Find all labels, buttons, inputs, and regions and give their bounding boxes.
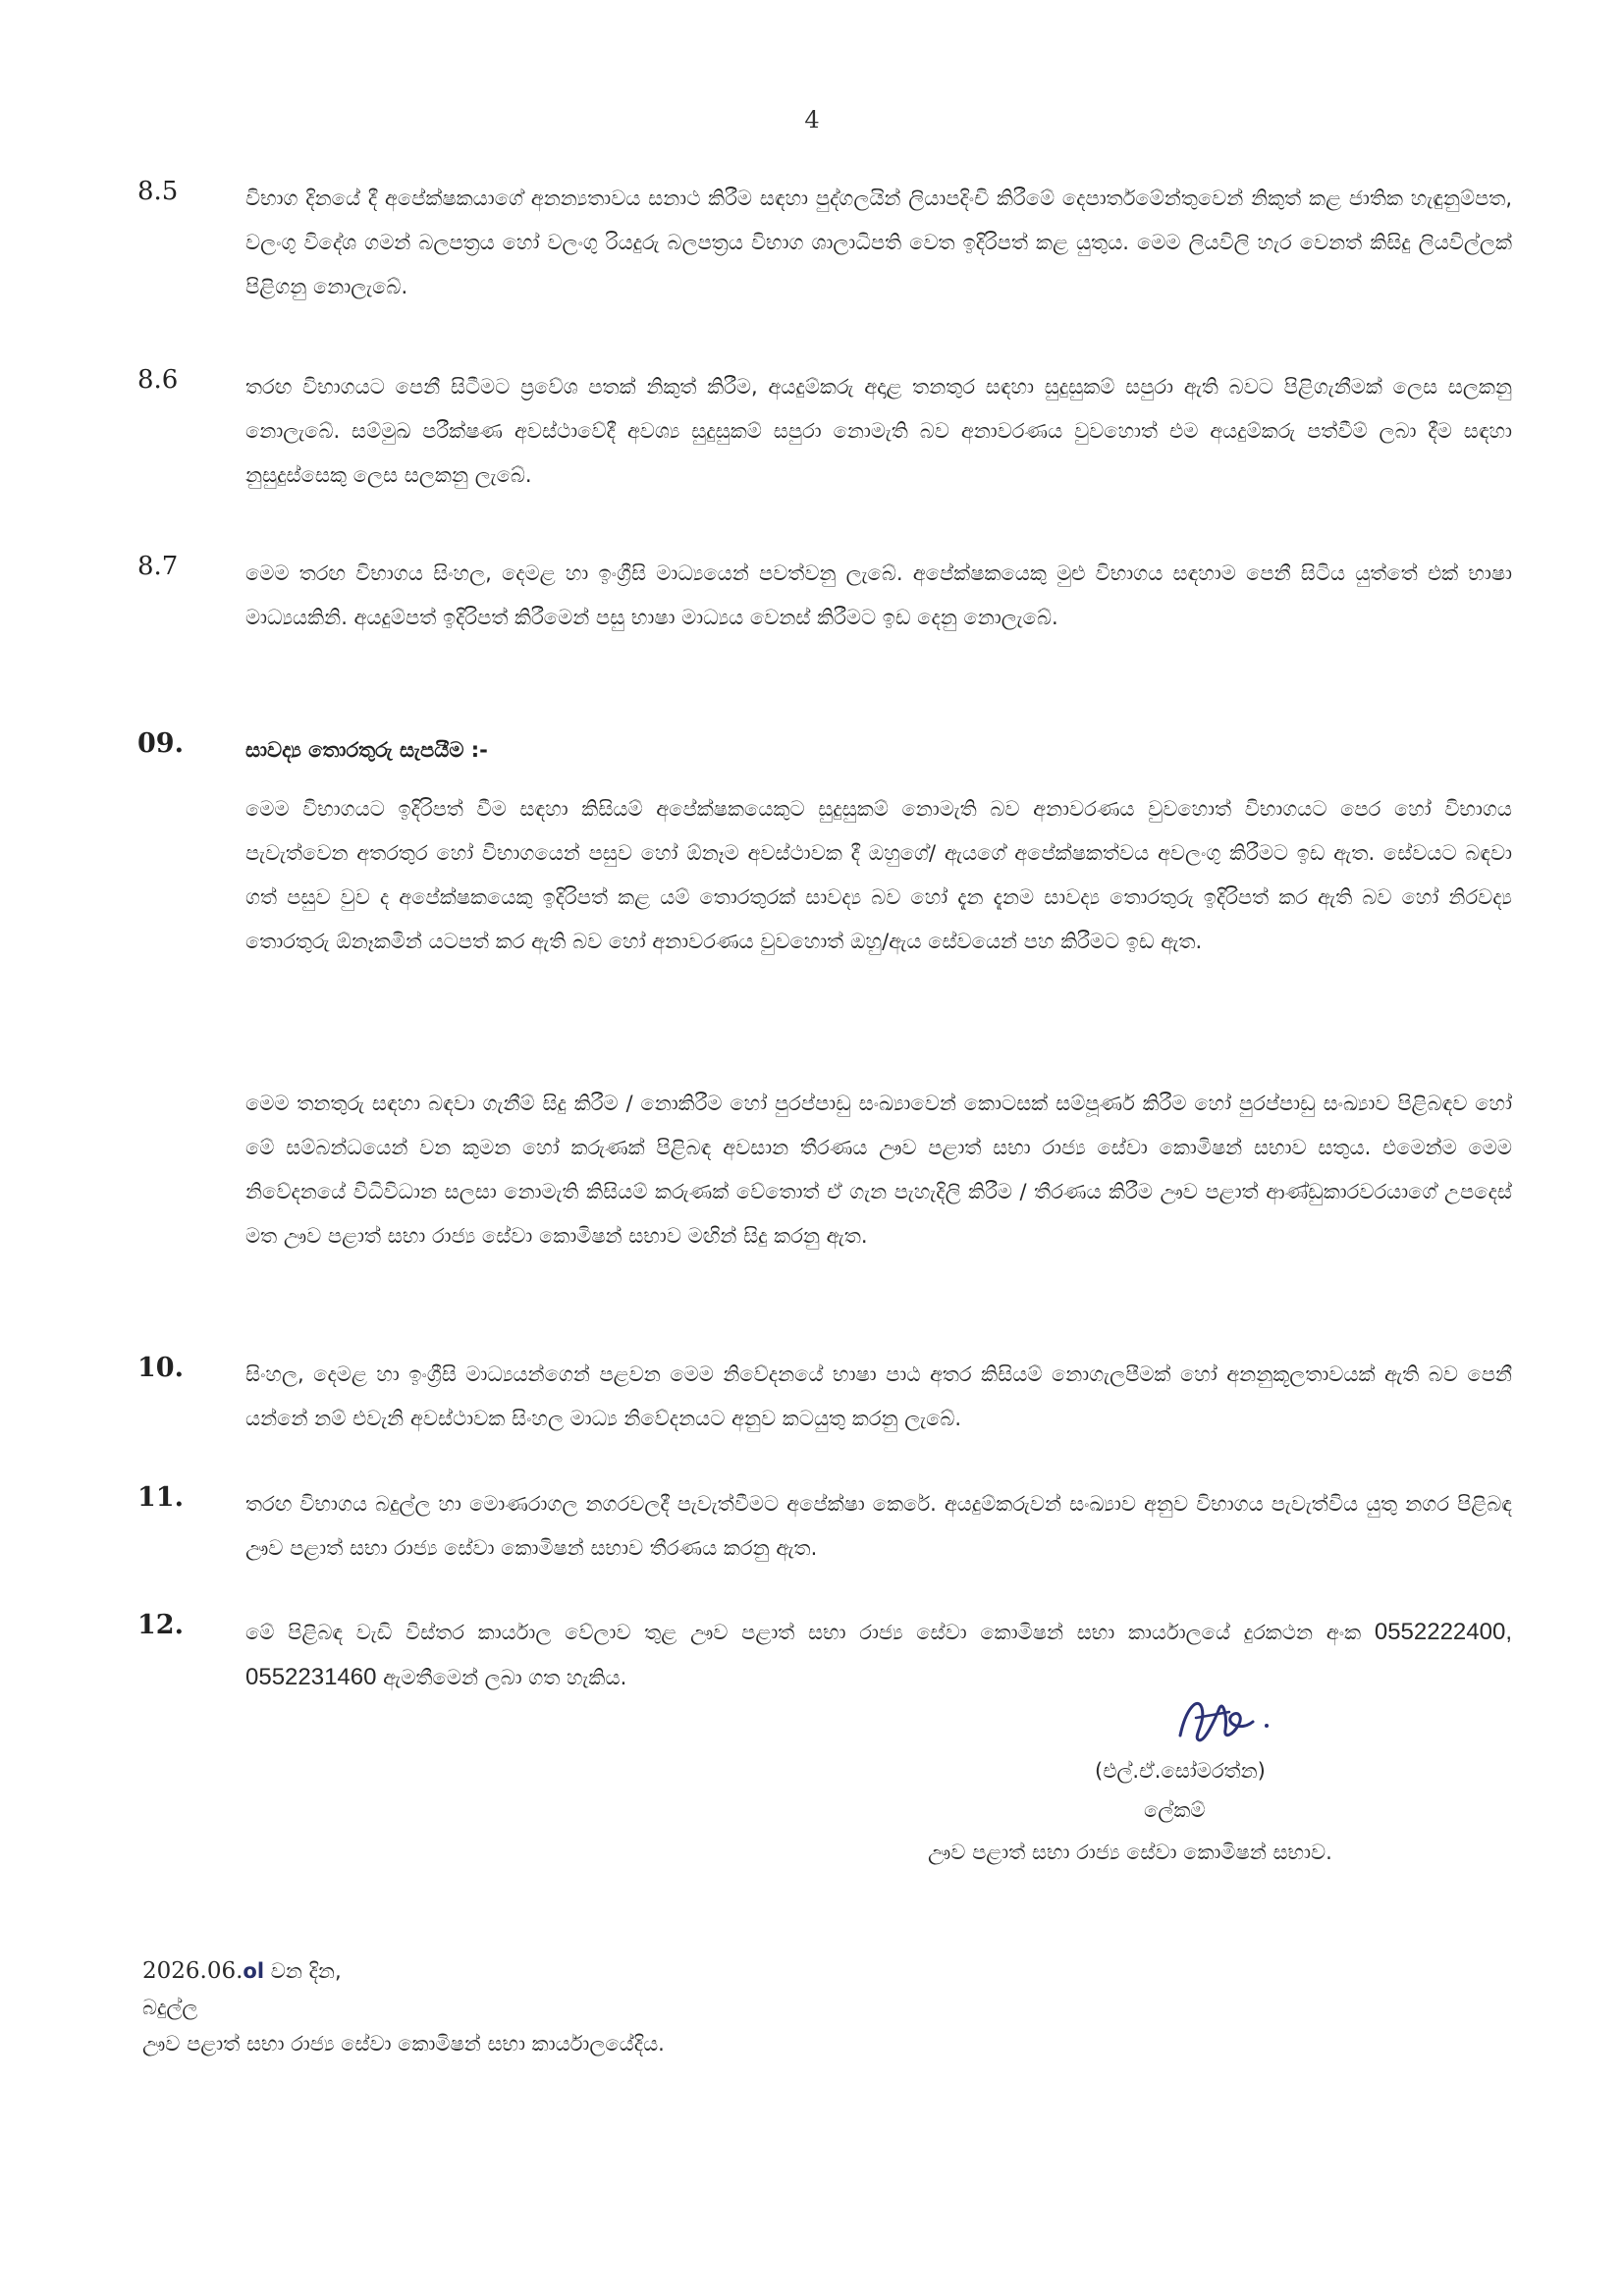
page-number: 4	[804, 106, 820, 133]
contact-text-after: ඇමතීමෙන් ලබා ගත හැකිය.	[376, 1666, 627, 1689]
section-number: 12.	[137, 1610, 184, 1640]
document-footer	[142, 1953, 1321, 2062]
issue-place: බදුල්ල	[142, 1996, 198, 2019]
section-09-paragraph-2: මෙම තනතුරු සඳහා බඳවා ගැනීම් සිදු කිරීම / නොකිරීම හෝ පුරප්පාඩු සංඛ්‍යාවෙන් කොටසක් සම්පූර්ණ කිරීම හෝ පුරප්පාඩු සංඛ්‍යාව පිළිබඳව හෝ මේ සම්බන්ධයෙන් වන කුමන හෝ කරුණක් පිළිබඳ අවසාන තීරණය ඌව පළාත් සභා රාජ්‍ය සේවා කොමිෂන් සභාව සතුය. එමෙන්ම මෙම නිවේදනයේ විධිවිධාන සලසා නොමැති කිසියම් කරුණක් වේතොත් ඒ ගැන පැහැදිලි කිරීම / තීරණය කිරීම ඌව පළාත් ආණ්ඩුකාරවරයාගේ උපදෙස් මත ඌව පළාත් සභා රාජ්‍ය සේවා කොමිෂන් සභාව මඟින් සිදු කරනු ඇත.	[245, 1092, 1512, 1248]
date-handwritten: ol	[243, 1959, 265, 1983]
section-text: විභාග දිනයේ දී අපේක්ෂකයාගේ අනන්‍යතාවය සනාථ කිරීම සඳහා පුද්ගලයින් ලියාපදිංචි කිරීමේ දෙපාර්තමේන්තුවෙන් නිකුත් කළ ජාතික හැඳුනුම්පත, වලංගු විදේශ ගමන් බලපත්‍රය හෝ වලංගු රියදුරු බලපත්‍රය විභාග ශාලාධිපති වෙත ඉදිරිපත් කළ යුතුය. මෙම ලියවිලි හැර වෙනත් කිසිදු ලියවිල්ලක් පිළිගනු නොලැබේ.	[245, 187, 1512, 298]
section-number: 10.	[137, 1353, 184, 1383]
signature-block	[923, 1679, 1532, 1904]
issuing-office: ඌව පළාත් සභා රාජ්‍ය සේවා කොමිෂන් සභා කාර්යාලයේදිය.	[142, 2032, 665, 2056]
signatory-name: (එල්.ඒ.සෝමරත්න)	[1095, 1759, 1266, 1783]
contact-text-before: මේ පිළිබඳ වැඩි විස්තර කාර්යාල වේලාව තුළ ඌව පළාත් සභා රාජ්‍ය සේවා කොමිෂන් සභා කාර්යාලයේ දුරකථන අංක	[245, 1621, 1375, 1644]
handwritten-signature	[1168, 1679, 1276, 1757]
section-text: තරඟ විභාගය බදුල්ල හා මොණරාගල නගරවලදී පැවැත්වීමට අපේක්ෂා කෙරේ. අයදුම්කරුවන් සංඛ්‍යාව අනුව විභාගය පැවැත්විය යුතු නගර පිළිබඳ ඌව පළාත් සභා රාජ්‍ය සේවා කොමිෂන් සභාව තීරණය කරනු ඇත.	[245, 1492, 1512, 1560]
section-number: 8.6	[137, 365, 179, 395]
signatory-organization: ඌව පළාත් සභා රාජ්‍ය සේවා කොමිෂන් සභාව.	[928, 1841, 1332, 1864]
section-09-paragraph-1: මෙම විභාගයට ඉදිරිපත් වීම සඳහා කිසියම් අපේක්ෂකයෙකුට සුදුසුකම් නොමැති බව අනාවරණය වුවහොත් විභාගයට පෙර හෝ විභාගය පැවැත්වෙන අතරතුර හෝ විභාගයෙන් පසුව හෝ ඕනෑම අවස්ථාවක දී ඔහුගේ/ ඇයගේ අපේක්ෂකත්වය අවලංගු කිරීමට ඉඩ ඇත. සේවයට බඳවා ගත් පසුව වුව ද අපේක්ෂකයෙකු ඉදිරිපත් කළ යම් තොරතුරක් සාවද්‍ය බව හෝ දැන දැනම සාවද්‍ය තොරතුරු ඉදිරිපත් කර ඇති බව හෝ නිරවද්‍ය තොරතුරු ඕනෑකමින් යටපත් කර ඇති බව හෝ අනාවරණය වුවහොත් ඔහු/ඇය සේවයෙන් පහ කිරීමට ඉඩ ඇත.	[245, 797, 1512, 953]
section-number: 8.7	[137, 552, 179, 581]
date-suffix: වන දින,	[264, 1959, 342, 1983]
date-printed: 2026.06.	[142, 1958, 244, 1984]
section-number: 11.	[137, 1482, 184, 1513]
issue-date	[142, 1953, 1321, 1990]
section-text: තරඟ විභාගයට පෙනී සිටීමට ප්‍රවේශ පතක් නිකුත් කිරීම, අයදුම්කරු අදාළ තනතුර සඳහා සුදුසුකම් සපුරා ඇති බවට පිළිගැනීමක් ලෙස සලකනු නොලැබේ. සම්මුඛ පරීක්ෂණ අවස්ථාවේදී අවශ්‍ය සුදුසුකම් සපුරා නොමැති බව අනාවරණය වුවහොත් එම අයදුම්කරු පත්වීම් ලබා දීම සඳහා නුසුදුස්සෙකු ලෙස සලකනු ලැබේ.	[245, 375, 1512, 487]
section-heading: සාවද්‍ය තොරතුරු සැපයීම :-	[245, 738, 488, 762]
section-number: 09.	[137, 728, 184, 759]
section-text: මෙම තරඟ විභාගය සිංහල, දෙමළ හා ඉංග්‍රීසි මාධ්‍යයෙන් පවත්වනු ලැබේ. අපේක්ෂකයෙකු මුළු විභාගය සඳහාම පෙනී සිටිය යුත්තේ එක් භාෂා මාධ්‍යයකිනි. අයදුම්පත් ඉදිරිපත් කිරීමෙන් පසු භාෂා මාධ්‍යය වෙනස් කිරීමට ඉඩ දෙනු නොලැබේ.	[245, 561, 1512, 629]
signatory-title: ලේකම්	[1144, 1798, 1206, 1822]
section-text: සිංහල, දෙමළ හා ඉංග්‍රීසි මාධ්‍යයන්ගෙන් පළවන මෙම නිවේදනයේ භාෂා පාඨ අතර කිසියම් නොගැලපීමක් හෝ අනනුකූලතාවයක් ඇති බව පෙනී යන්නේ නම් එවැනි අවස්ථාවක සිංහල මාධ්‍ය නිවේදනයට අනුව කටයුතු කරනු ලැබේ.	[245, 1362, 1512, 1430]
phone-numbers: 0552222400, 0552231460	[245, 1619, 1512, 1690]
section-number: 8.5	[137, 177, 179, 206]
